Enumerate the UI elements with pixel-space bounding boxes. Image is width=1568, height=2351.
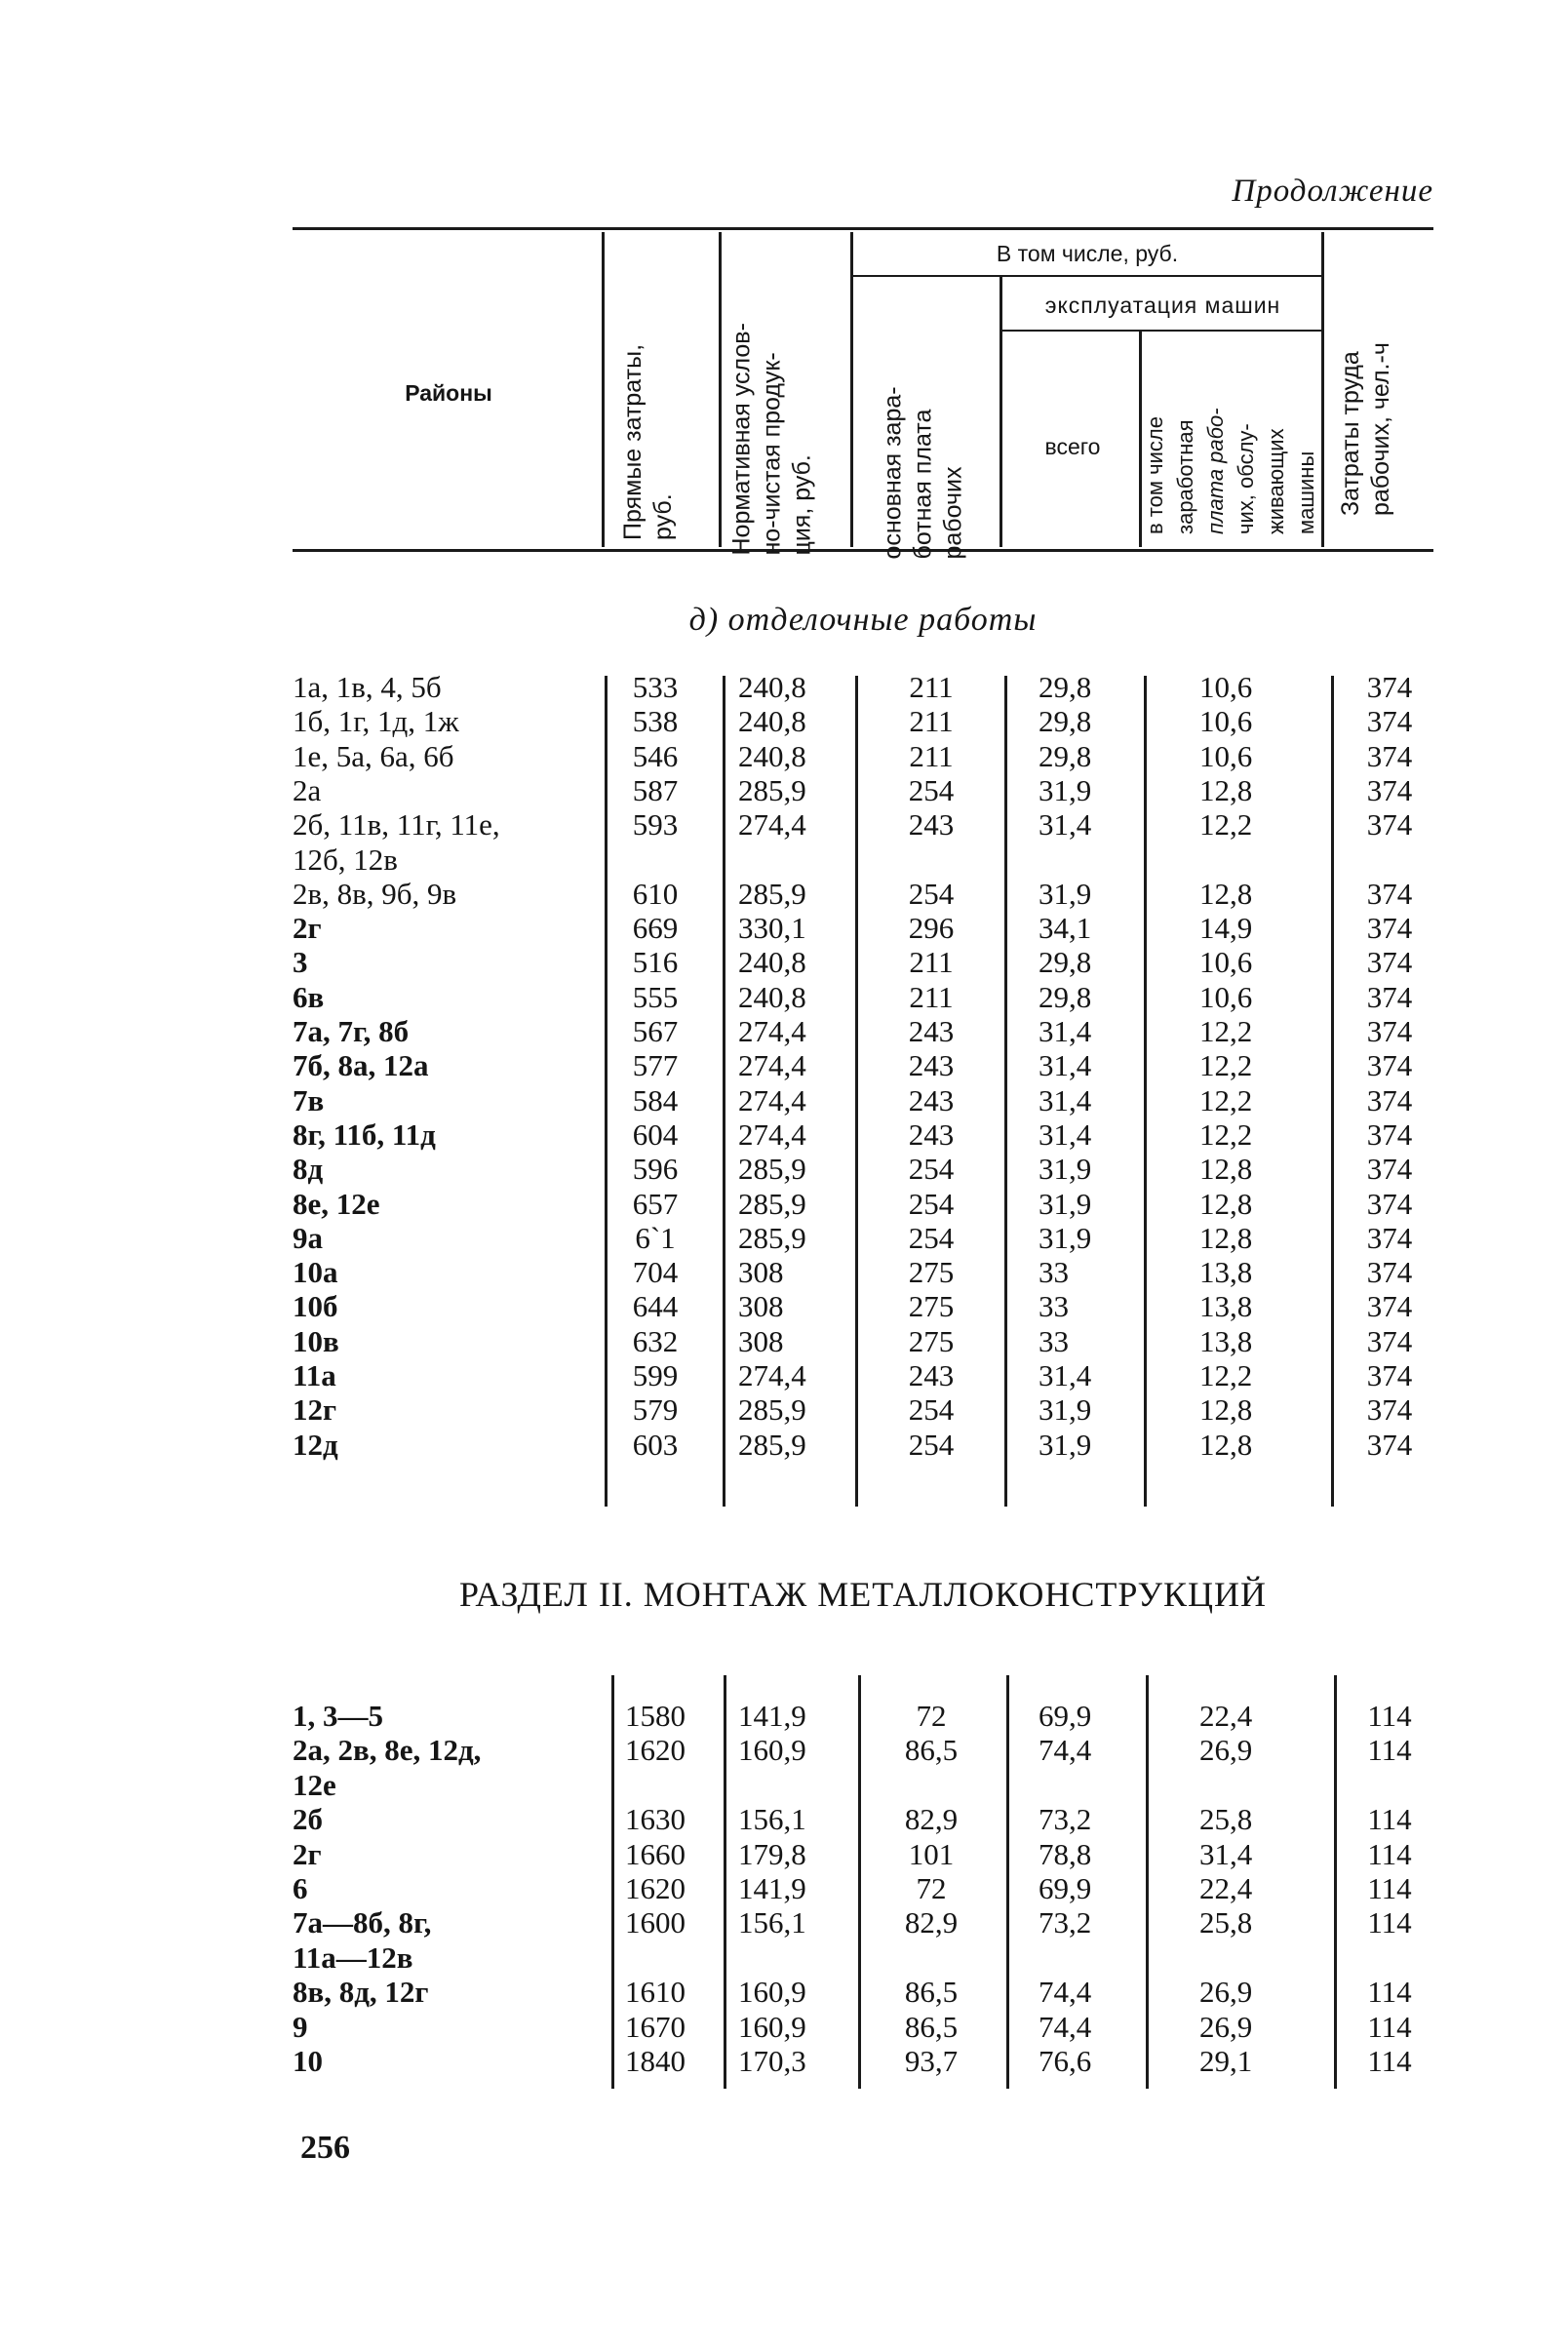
labor-costs-cell: 114 [1367, 1836, 1412, 1871]
normative-output-cell: 160,9 [738, 1733, 806, 1768]
labor-costs-cell: 114 [1367, 1871, 1412, 1905]
district-cell: 6в [293, 979, 325, 1014]
base-wage-cell: 86,5 [904, 1733, 959, 1768]
direct-costs-cell: 1840 [625, 2044, 686, 2078]
machine-total-cell: 29,8 [1039, 979, 1092, 1014]
direct-costs-cell: 657 [632, 1186, 679, 1221]
district-cell: 10а [293, 1255, 338, 1290]
normative-output-cell: 285,9 [738, 1392, 806, 1428]
table-row [0, 911, 1568, 946]
section-d-title: д) отделочные работы [688, 602, 1038, 638]
labor-costs-cell: 374 [1366, 1152, 1413, 1187]
machine-wage-cell: 25,8 [1199, 1802, 1253, 1837]
labor-costs-cell: 374 [1366, 945, 1413, 980]
direct-costs-cell: 632 [632, 1323, 679, 1358]
labor-costs-cell: 374 [1366, 1255, 1413, 1290]
district-cell: 1е, 5а, 6а, 6б [293, 738, 454, 773]
table-row [0, 1358, 1568, 1393]
machine-total-cell: 29,8 [1039, 945, 1092, 980]
machine-wage-cell: 12,8 [1199, 876, 1253, 911]
header-rule-incl [853, 275, 1321, 277]
direct-costs-cell: 1620 [625, 1733, 686, 1768]
labor-costs-cell: 374 [1366, 704, 1413, 739]
continuation-label: Продолжение [1232, 174, 1433, 209]
machine-wage-cell: 10,6 [1199, 738, 1253, 773]
table-row [0, 1392, 1568, 1428]
district-cell: 2г [293, 911, 322, 946]
labor-costs-cell: 374 [1366, 1392, 1413, 1428]
district-cell: 8е, 12е [293, 1186, 380, 1221]
district-cell: 2а [293, 772, 322, 807]
base-wage-cell: 211 [909, 704, 954, 739]
labor-costs-cell: 374 [1366, 1082, 1413, 1117]
normative-output-cell: 285,9 [738, 772, 806, 807]
district-cell: 7а—8б, 8г, [293, 1905, 432, 1940]
district-cell: 6 [293, 1871, 308, 1905]
district-cell: 2б [293, 1802, 323, 1837]
direct-costs-cell: 546 [632, 738, 679, 773]
normative-output-cell: 160,9 [738, 1975, 806, 2010]
district-cell: 12г [293, 1392, 337, 1428]
machine-wage-cell: 12,8 [1199, 772, 1253, 807]
normative-output-cell: 179,8 [738, 1836, 806, 1871]
header-sep-3 [850, 232, 853, 547]
machine-wage-cell: 22,4 [1199, 1699, 1253, 1733]
table-row [0, 1802, 1568, 1837]
normative-output-cell: 274,4 [738, 1082, 806, 1117]
normative-output-cell: 160,9 [738, 2009, 806, 2044]
table-row-continuation [0, 1940, 1568, 1976]
base-wage-cell: 72 [916, 1871, 947, 1905]
district-cell: 7а, 7г, 8б [293, 1014, 410, 1048]
labor-costs-cell: 114 [1367, 1802, 1412, 1837]
direct-costs-cell: 533 [632, 670, 679, 704]
table-row [0, 1975, 1568, 2010]
machine-total-cell: 31,9 [1039, 1427, 1092, 1462]
base-wage-cell: 82,9 [904, 1905, 959, 1940]
labor-costs-cell: 374 [1366, 1289, 1413, 1324]
direct-costs-cell: 579 [632, 1392, 679, 1428]
normative-output-cell: 240,8 [738, 704, 806, 739]
header-incl-rub: В том числе, руб. [996, 241, 1179, 266]
header-labor-costs: Затраты труда рабочих, чел.-ч [1337, 342, 1394, 516]
machine-total-cell: 33 [1039, 1323, 1069, 1358]
direct-costs-cell: 603 [632, 1427, 679, 1462]
direct-costs-cell: 516 [632, 945, 679, 980]
header-sep-2 [719, 232, 722, 547]
direct-costs-cell: 704 [632, 1255, 679, 1290]
table-row [0, 670, 1568, 705]
machine-wage-cell: 10,6 [1199, 704, 1253, 739]
direct-costs-cell: 1610 [625, 1975, 686, 2010]
base-wage-cell: 275 [908, 1323, 955, 1358]
normative-output-cell: 308 [738, 1255, 784, 1290]
normative-output-cell: 240,8 [738, 738, 806, 773]
district-cell-continuation: 12б, 12в [293, 842, 398, 877]
direct-costs-cell: 587 [632, 772, 679, 807]
labor-costs-cell: 114 [1367, 1733, 1412, 1768]
district-cell-continuation: 12е [293, 1767, 336, 1802]
base-wage-cell: 86,5 [904, 2009, 959, 2044]
base-wage-cell: 254 [908, 772, 955, 807]
direct-costs-cell: 669 [632, 911, 679, 946]
machine-wage-cell: 12,8 [1199, 1220, 1253, 1255]
direct-costs-cell: 584 [632, 1082, 679, 1117]
base-wage-cell: 254 [908, 1427, 955, 1462]
base-wage-cell: 275 [908, 1255, 955, 1290]
base-wage-cell: 254 [908, 1152, 955, 1187]
labor-costs-cell: 374 [1366, 738, 1413, 773]
machine-wage-cell: 13,8 [1199, 1255, 1253, 1290]
district-cell: 2а, 2в, 8е, 12д, [293, 1733, 482, 1768]
district-cell: 2б, 11в, 11г, 11е, [293, 807, 500, 842]
normative-output-cell: 274,4 [738, 1014, 806, 1048]
machine-total-cell: 78,8 [1039, 1836, 1092, 1871]
table-row-continuation [0, 1768, 1568, 1803]
table-row [0, 1048, 1568, 1083]
labor-costs-cell: 114 [1367, 2044, 1412, 2078]
base-wage-cell: 86,5 [904, 1975, 959, 2010]
table-row [0, 1905, 1568, 1940]
machine-wage-cell: 10,6 [1199, 670, 1253, 704]
machine-total-cell: 33 [1039, 1289, 1069, 1324]
base-wage-cell: 296 [908, 911, 955, 946]
base-wage-cell: 101 [908, 1836, 955, 1871]
machine-total-cell: 31,4 [1039, 1358, 1092, 1392]
table-row-continuation [0, 842, 1568, 878]
district-cell: 3 [293, 945, 308, 980]
header-sep-6 [1321, 232, 1324, 547]
table-row [0, 1428, 1568, 1463]
direct-costs-cell: 1600 [625, 1905, 686, 1940]
machine-total-cell: 74,4 [1039, 1975, 1092, 2010]
table-row [0, 773, 1568, 808]
section-2-title: РАЗДЕЛ II. МОНТАЖ МЕТАЛЛОКОНСТРУКЦИЙ [458, 1575, 1268, 1614]
base-wage-cell: 254 [908, 876, 955, 911]
machine-total-cell: 74,4 [1039, 1733, 1092, 1768]
page-number: 256 [300, 2130, 350, 2166]
header-incl-wage: в том числе заработная плата рабо- чих, обслу- живающих машины [1143, 408, 1318, 534]
base-wage-cell: 243 [908, 807, 955, 842]
normative-output-cell: 285,9 [738, 1186, 806, 1221]
machine-total-cell: 31,9 [1039, 876, 1092, 911]
direct-costs-cell: 577 [632, 1048, 679, 1083]
machine-total-cell: 34,1 [1039, 911, 1092, 946]
base-wage-cell: 243 [908, 1048, 955, 1083]
direct-costs-cell: 1670 [625, 2009, 686, 2044]
labor-costs-cell: 374 [1366, 1117, 1413, 1152]
machine-wage-cell: 12,8 [1199, 1427, 1253, 1462]
header-rule-machines [1000, 330, 1321, 332]
machine-total-cell: 69,9 [1039, 1871, 1092, 1905]
direct-costs-cell: 1630 [625, 1802, 686, 1837]
direct-costs-cell: 610 [632, 876, 679, 911]
table-row [0, 1871, 1568, 1906]
labor-costs-cell: 374 [1366, 1014, 1413, 1048]
table-row [0, 2044, 1568, 2079]
machine-total-cell: 31,9 [1039, 1220, 1092, 1255]
district-cell: 10б [293, 1289, 338, 1324]
normative-output-cell: 274,4 [738, 1048, 806, 1083]
header-sep-4 [1000, 277, 1002, 547]
district-cell: 8в, 8д, 12г [293, 1975, 429, 2010]
labor-costs-cell: 374 [1366, 876, 1413, 911]
machine-wage-cell: 26,9 [1199, 1975, 1253, 2010]
machine-wage-cell: 13,8 [1199, 1323, 1253, 1358]
machine-wage-cell: 26,9 [1199, 1733, 1253, 1768]
district-cell: 1, 3—5 [293, 1699, 383, 1733]
table-row [0, 980, 1568, 1015]
direct-costs-cell: 6`1 [635, 1220, 676, 1255]
machine-total-cell: 31,9 [1039, 772, 1092, 807]
table-row [0, 1255, 1568, 1290]
machine-wage-cell: 12,2 [1199, 1082, 1253, 1117]
header-total: всего [1044, 434, 1101, 459]
machine-total-cell: 31,4 [1039, 1014, 1092, 1048]
district-cell: 10в [293, 1323, 339, 1358]
base-wage-cell: 211 [909, 979, 954, 1014]
table-row [0, 739, 1568, 774]
header-machine-operation: эксплуатация машин [1044, 293, 1281, 318]
machine-wage-cell: 22,4 [1199, 1871, 1253, 1905]
normative-output-cell: 141,9 [738, 1699, 806, 1733]
machine-total-cell: 31,4 [1039, 807, 1092, 842]
labor-costs-cell: 374 [1366, 1186, 1413, 1221]
machine-wage-cell: 25,8 [1199, 1905, 1253, 1940]
district-cell: 2г [293, 1836, 322, 1871]
table-row [0, 877, 1568, 912]
district-cell: 11а [293, 1358, 336, 1392]
base-wage-cell: 243 [908, 1014, 955, 1048]
normative-output-cell: 285,9 [738, 1427, 806, 1462]
district-cell: 8д [293, 1152, 324, 1187]
district-cell: 1а, 1в, 4, 5б [293, 670, 442, 704]
table-row [0, 2010, 1568, 2045]
labor-costs-cell: 374 [1366, 1048, 1413, 1083]
normative-output-cell: 274,4 [738, 1117, 806, 1152]
labor-costs-cell: 374 [1366, 1427, 1413, 1462]
base-wage-cell: 211 [909, 738, 954, 773]
direct-costs-cell: 644 [632, 1289, 679, 1324]
normative-output-cell: 274,4 [738, 1358, 806, 1392]
machine-wage-cell: 26,9 [1199, 2009, 1253, 2044]
header-top-rule [293, 227, 1433, 230]
machine-wage-cell: 12,2 [1199, 1014, 1253, 1048]
machine-wage-cell: 14,9 [1199, 911, 1253, 946]
base-wage-cell: 243 [908, 1082, 955, 1117]
base-wage-cell: 254 [908, 1392, 955, 1428]
direct-costs-cell: 1620 [625, 1871, 686, 1905]
machine-total-cell: 31,4 [1039, 1117, 1092, 1152]
district-cell: 8г, 11б, 11д [293, 1117, 436, 1152]
table-row [0, 1117, 1568, 1153]
district-cell: 9а [293, 1220, 323, 1255]
machine-total-cell: 69,9 [1039, 1699, 1092, 1733]
header-direct-costs: Прямые затраты, руб. [619, 343, 677, 540]
table-row [0, 807, 1568, 842]
table-row [0, 1733, 1568, 1768]
machine-wage-cell: 10,6 [1199, 945, 1253, 980]
base-wage-cell: 275 [908, 1289, 955, 1324]
machine-total-cell: 29,8 [1039, 670, 1092, 704]
district-cell: 2в, 8в, 9б, 9в [293, 876, 457, 911]
normative-output-cell: 141,9 [738, 1871, 806, 1905]
normative-output-cell: 308 [738, 1289, 784, 1324]
district-cell: 1б, 1г, 1д, 1ж [293, 704, 459, 739]
normative-output-cell: 170,3 [738, 2044, 806, 2078]
base-wage-cell: 254 [908, 1220, 955, 1255]
machine-wage-cell: 31,4 [1199, 1836, 1253, 1871]
table-row [0, 1221, 1568, 1256]
normative-output-cell: 285,9 [738, 876, 806, 911]
normative-output-cell: 240,8 [738, 979, 806, 1014]
base-wage-cell: 82,9 [904, 1802, 959, 1837]
normative-output-cell: 156,1 [738, 1802, 806, 1837]
machine-total-cell: 31,9 [1039, 1186, 1092, 1221]
machine-total-cell: 31,9 [1039, 1152, 1092, 1187]
table-row [0, 1699, 1568, 1734]
machine-total-cell: 73,2 [1039, 1802, 1092, 1837]
labor-costs-cell: 374 [1366, 807, 1413, 842]
base-wage-cell: 254 [908, 1186, 955, 1221]
normative-output-cell: 285,9 [738, 1152, 806, 1187]
machine-wage-cell: 12,2 [1199, 1117, 1253, 1152]
table-row [0, 1152, 1568, 1187]
machine-wage-cell: 10,6 [1199, 979, 1253, 1014]
normative-output-cell: 285,9 [738, 1220, 806, 1255]
direct-costs-cell: 593 [632, 807, 679, 842]
district-cell: 7в [293, 1082, 325, 1117]
normative-output-cell: 240,8 [738, 945, 806, 980]
table-row [0, 1289, 1568, 1324]
normative-output-cell: 240,8 [738, 670, 806, 704]
header-sep-1 [602, 232, 605, 547]
labor-costs-cell: 114 [1367, 1699, 1412, 1733]
base-wage-cell: 243 [908, 1117, 955, 1152]
table-row [0, 1083, 1568, 1118]
labor-costs-cell: 374 [1366, 1323, 1413, 1358]
header-normative-output: Нормативная услов- но-чистая продук- ция, руб. [727, 323, 816, 556]
labor-costs-cell: 374 [1366, 772, 1413, 807]
machine-wage-cell: 29,1 [1199, 2044, 1253, 2078]
machine-wage-cell: 12,2 [1199, 807, 1253, 842]
labor-costs-cell: 114 [1367, 1975, 1412, 2010]
direct-costs-cell: 1580 [625, 1699, 686, 1733]
machine-wage-cell: 13,8 [1199, 1289, 1253, 1324]
labor-costs-cell: 374 [1366, 1220, 1413, 1255]
direct-costs-cell: 604 [632, 1117, 679, 1152]
table-row [0, 1837, 1568, 1872]
machine-total-cell: 31,4 [1039, 1048, 1092, 1083]
district-cell-continuation: 11а—12в [293, 1940, 413, 1975]
machine-total-cell: 33 [1039, 1255, 1069, 1290]
district-cell: 9 [293, 2009, 308, 2044]
labor-costs-cell: 374 [1366, 670, 1413, 704]
machine-total-cell: 74,4 [1039, 2009, 1092, 2044]
header-districts: Районы [405, 380, 492, 406]
normative-output-cell: 274,4 [738, 807, 806, 842]
machine-wage-cell: 12,2 [1199, 1048, 1253, 1083]
direct-costs-cell: 599 [632, 1358, 679, 1392]
direct-costs-cell: 596 [632, 1152, 679, 1187]
base-wage-cell: 211 [909, 670, 954, 704]
table-row [0, 1187, 1568, 1222]
base-wage-cell: 211 [909, 945, 954, 980]
labor-costs-cell: 374 [1366, 1358, 1413, 1392]
direct-costs-cell: 555 [632, 979, 679, 1014]
direct-costs-cell: 567 [632, 1014, 679, 1048]
machine-wage-cell: 12,8 [1199, 1186, 1253, 1221]
normative-output-cell: 308 [738, 1323, 784, 1358]
machine-total-cell: 31,9 [1039, 1392, 1092, 1428]
labor-costs-cell: 374 [1366, 979, 1413, 1014]
direct-costs-cell: 1660 [625, 1836, 686, 1871]
normative-output-cell: 330,1 [738, 911, 806, 946]
table-row [0, 945, 1568, 980]
normative-output-cell: 156,1 [738, 1905, 806, 1940]
direct-costs-cell: 538 [632, 704, 679, 739]
base-wage-cell: 72 [916, 1699, 947, 1733]
labor-costs-cell: 374 [1366, 911, 1413, 946]
table-row [0, 1014, 1568, 1049]
table-row [0, 704, 1568, 739]
machine-total-cell: 76,6 [1039, 2044, 1092, 2078]
machine-wage-cell: 12,2 [1199, 1358, 1253, 1392]
district-cell: 10 [293, 2044, 323, 2078]
base-wage-cell: 243 [908, 1358, 955, 1392]
labor-costs-cell: 114 [1367, 2009, 1412, 2044]
machine-wage-cell: 12,8 [1199, 1392, 1253, 1428]
district-cell: 7б, 8а, 12а [293, 1048, 429, 1083]
base-wage-cell: 93,7 [904, 2044, 959, 2078]
header-base-wage: основная зара- ботная плата рабочих [879, 386, 967, 560]
machine-total-cell: 29,8 [1039, 704, 1092, 739]
header-bottom-rule [293, 549, 1433, 552]
machine-total-cell: 73,2 [1039, 1905, 1092, 1940]
labor-costs-cell: 114 [1367, 1905, 1412, 1940]
machine-total-cell: 31,4 [1039, 1082, 1092, 1117]
table-row [0, 1324, 1568, 1359]
machine-total-cell: 29,8 [1039, 738, 1092, 773]
machine-wage-cell: 12,8 [1199, 1152, 1253, 1187]
district-cell: 12д [293, 1427, 338, 1462]
